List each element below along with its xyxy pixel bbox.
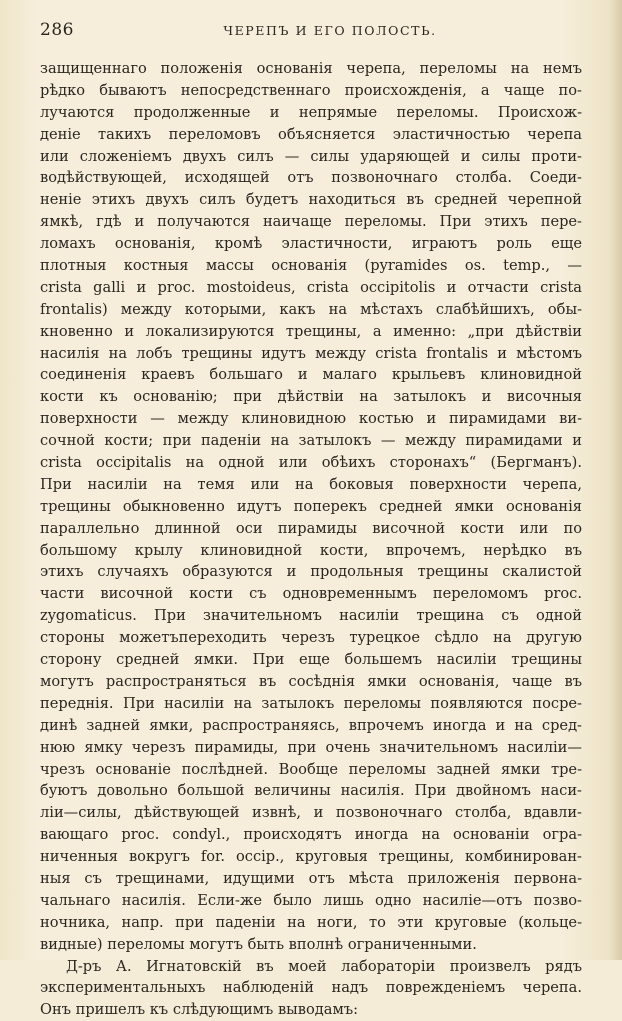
text-line: ночника, напр. при паденіи на ноги, то эти круговые (кольце-: [40, 913, 582, 931]
text-line: ломахъ основанія, кромѣ эластичности, играютъ роль еще: [40, 235, 582, 253]
text-line: нюю ямку черезъ пирамиды, при очень значительномъ насиліи—: [40, 738, 582, 756]
text-line: zygomaticus. При значительномъ насиліи трещина съ одной: [40, 607, 582, 625]
running-title: ЧЕРЕПЪ И ЕГО ПОЛОСТЬ.: [223, 23, 437, 38]
text-line: стороны можетъпереходить черезъ турецкое сѣдло на другую: [40, 629, 582, 647]
text-line: переднія. При насиліи на затылокъ переломы появляются посре-: [40, 694, 582, 712]
text-line: crista occipitalis на одной или обѣихъ сторонахъ“ (Бергманъ).: [40, 454, 582, 472]
text-line: этихъ случаяхъ образуются и продольныя трещины скалистой: [40, 563, 582, 581]
text-line: сторону средней ямки. При еще большемъ насиліи трещины: [40, 651, 582, 669]
text-line: рѣдко бываютъ непосредственнаго происхожденія, а чаще по-: [40, 81, 582, 99]
text-line: ямкѣ, гдѣ и получаются наичаще переломы. При этихъ пере-: [40, 213, 582, 231]
text-line: части височной кости съ одновременнымъ переломомъ proc.: [40, 585, 582, 603]
text-line: буютъ довольно большой величины насилія. При двойномъ наси-: [40, 782, 582, 800]
body-text: [40, 58, 582, 1021]
text-line: ныя съ трещинами, идущими отъ мѣста приложенія первона-: [40, 869, 582, 887]
text-line: могутъ распространяться въ сосѣднія ямки основанія, чаще въ: [40, 672, 582, 690]
text-line: параллельно длинной оси пирамиды височной кости или по: [40, 519, 582, 537]
text-line: видные) переломы могутъ быть вполнѣ ограниченными.: [40, 935, 477, 953]
text-line: трещины обыкновенно идутъ поперекъ средней ямки основанія: [40, 497, 582, 515]
text-line: frontalis) между которыми, какъ на мѣстахъ слабѣйшихъ, обы-: [40, 300, 582, 318]
text-line: Онъ пришелъ къ слѣдующимъ выводамъ:: [40, 1001, 359, 1019]
text-line: насилія на лобъ трещины идутъ между crista frontalis и мѣстомъ: [40, 344, 582, 362]
text-line: соединенія краевъ большаго и малаго крыльевъ клиновидной: [40, 366, 582, 384]
page-header: [40, 20, 580, 42]
text-line: деніе такихъ переломовъ объясняется эластичностью черепа: [40, 125, 582, 143]
text-line: чрезъ основаніе послѣдней. Вообще переломы задней ямки тре-: [40, 760, 582, 778]
text-line: вающаго proc. condyl., происходятъ иногда на основаніи огра-: [40, 826, 582, 844]
text-line: кновенно и локализируются трещины, а именно: „при дѣйствіи: [40, 322, 582, 340]
text-line: поверхности — между клиновидною костью и пирамидами ви-: [40, 410, 582, 428]
text-line: неніе этихъ двухъ силъ будетъ находиться въ средней черепной: [40, 191, 582, 209]
text-line: При насиліи на темя или на боковыя поверхности черепа,: [40, 475, 582, 493]
text-line: сочной кости; при паденіи на затылокъ — между пирамидами и: [40, 432, 582, 450]
text-line: кости къ основанію; при дѣйствіи на затылокъ и височныя: [40, 388, 582, 406]
text-line: Д-ръ А. Игнатовскій въ моей лабораторіи произвелъ рядъ: [66, 957, 582, 975]
text-line: чальнаго насилія. Если-же было лишь одно насиліе—отъ позво-: [40, 891, 582, 909]
text-line: ліи—силы, дѣйствующей извнѣ, и позвоночнаго столба, вдавли-: [40, 804, 582, 822]
text-line: crista galli и proc. mostoideus, crista occipitolis и отчасти crista: [40, 278, 582, 296]
text-line: экспериментальныхъ наблюденій надъ поврежденіемъ черепа.: [40, 979, 582, 997]
text-line: плотныя костныя массы основанія (pyramides os. temp., —: [40, 257, 582, 275]
text-line: ниченныя вокругъ for. occip., круговыя трещины, комбинирован-: [40, 848, 582, 866]
text-line: лучаются продолженные и непрямые переломы. Происхож-: [40, 103, 582, 121]
page-edge-shadow: [608, 0, 622, 960]
page-number: 286: [40, 20, 74, 40]
text-line: динѣ задней ямки, распространяясь, впрочемъ иногда и на сред-: [40, 716, 582, 734]
text-line: большому крылу клиновидной кости, впрочемъ, нерѣдко въ: [40, 541, 582, 559]
text-line: или сложеніемъ двухъ силъ — силы ударяющей и силы проти-: [40, 147, 582, 165]
text-line: водѣйствующей, исходящей отъ позвоночнаго столба. Соеди-: [40, 169, 582, 187]
text-line: защищеннаго положенія основанія черепа, переломы на немъ: [40, 60, 582, 77]
